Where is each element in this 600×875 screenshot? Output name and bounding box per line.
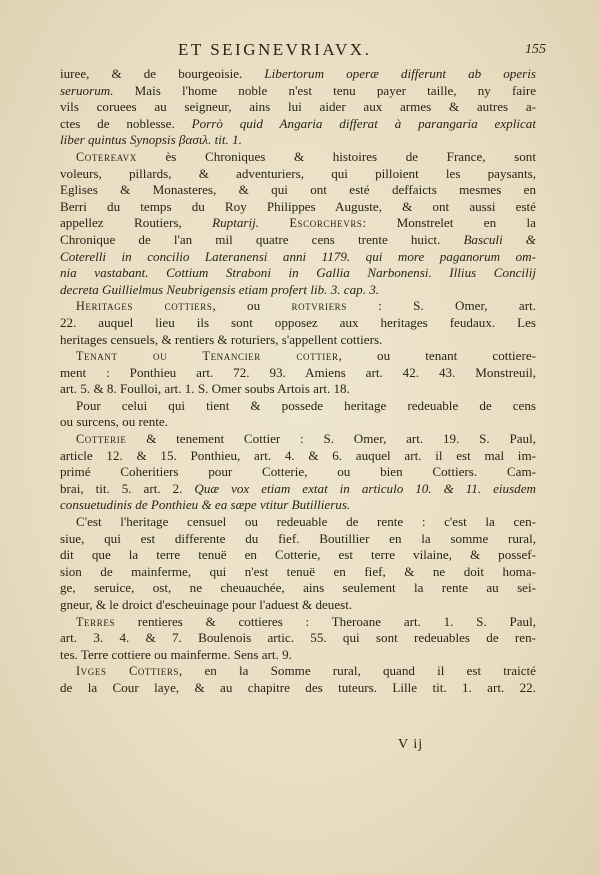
text-run: ou surcens, ou rente. <box>60 414 168 430</box>
text-run: art. 3. 4. & 7. Boulenois artic. 55. qui sont redeuables de ren- <box>60 630 536 646</box>
entry-term: rotvriers <box>291 299 347 314</box>
text-line <box>60 249 536 266</box>
text-line <box>60 381 536 398</box>
latin-text: liber quintus Synopsis βασιλ. tit. 1. <box>60 132 242 148</box>
text-line <box>60 232 536 249</box>
text-line <box>60 149 536 166</box>
text-line <box>60 580 536 597</box>
text-run: : Monstrelet en la <box>362 215 536 231</box>
signature-mark: V ij <box>398 737 424 752</box>
entry-term: Tenant ou Tenancier cottier <box>76 349 339 364</box>
entry-term: Heritages cottiers <box>76 299 213 314</box>
text-line <box>60 398 536 415</box>
latin-text: Quæ vox etiam extat in articulo 10. & 11. eiusdem <box>194 480 536 496</box>
text-run: Berri du temps du Roy Philippes Auguste, & ont aussi esté <box>60 198 536 214</box>
latin-text: Basculi & <box>463 231 536 247</box>
text-line <box>60 199 536 216</box>
text-run: ctes de noblesse. <box>60 115 192 131</box>
text-run: rentieres & cottieres : Theroane art. 1. S. Paul, <box>115 613 536 629</box>
running-title: ET SEIGNEVRIAVX. <box>178 40 372 59</box>
text-line <box>60 680 536 697</box>
text-line <box>60 66 536 83</box>
text-run: , ou tenant cottiere- <box>338 348 536 364</box>
text-run: 22. auquel lieu ils sont opposez aux heritages feudaux. Les <box>60 314 536 330</box>
entry-term: Cotterie <box>76 432 127 447</box>
entry-term: Escorchevrs <box>289 216 363 231</box>
text-run: Mais l'home noble n'est tenu payer taille, ny faire <box>113 82 536 98</box>
text-line <box>60 83 536 100</box>
text-run: siue, qui est differente du fief. Boutillier en la somme rural, <box>60 530 536 546</box>
latin-text: Libertorum operæ differunt ab operis <box>264 66 536 81</box>
text-run: voleurs, pillards, & adventuriers, qui pilloient les paysants, <box>60 165 536 181</box>
text-line <box>60 514 536 531</box>
text-line <box>60 464 536 481</box>
latin-text: consuetudinis de Ponthieu & ea sæpe vtitur Butillierus. <box>60 497 351 513</box>
text-line <box>60 597 536 614</box>
text-line <box>60 481 536 498</box>
entry-term: Ivges Cottiers <box>76 664 180 679</box>
text-run: heritages censuels, & rentiers & roturiers, s'appellent cottiers. <box>60 331 383 347</box>
latin-text: Ruptarij. <box>212 215 260 231</box>
text-run: Chronique de l'an mil quatre cens trente huict. <box>60 231 464 247</box>
text-run: primé Coheritiers pour Cotterie, ou bien Cottiers. Cam- <box>60 464 536 480</box>
text-run: iuree, & de bourgeoisie. <box>60 66 265 81</box>
text-run: C'est l'heritage censuel ou redeuable de rente : c'est la cen- <box>76 514 536 530</box>
text-line <box>60 663 536 680</box>
text-run: vils coruees au seigneur, ains lui aider aux armes & autres a- <box>60 99 536 115</box>
text-run: ge, seruice, ost, ne cheuauchée, ains seulement la rente au sei- <box>60 580 536 596</box>
entry-term: Terres <box>76 614 116 629</box>
text-line <box>60 414 536 431</box>
text-line <box>60 298 536 315</box>
page-number: 155 <box>525 42 546 57</box>
latin-text: seruorum. <box>60 82 114 98</box>
text-line <box>60 497 536 514</box>
text-run: de la Cour laye, & au chapitre des tuteurs. Lille tit. 1. art. 22. <box>60 679 536 695</box>
text-run: & tenement Cottier : S. Omer, art. 19. S. Paul, <box>126 431 536 447</box>
text-run: : S. Omer, art. <box>346 298 536 314</box>
text-run: Eglises & Monasteres, & qui ont esté deffaicts mesmes en <box>60 182 536 198</box>
text-line <box>60 265 536 282</box>
text-run: brai, tit. 5. art. 2. <box>60 480 195 496</box>
text-line <box>60 282 536 299</box>
latin-text: nia vastabant. Cottium Straboni in Gallia Narbonensi. Illius Concilij <box>60 265 536 281</box>
text-line <box>60 630 536 647</box>
text-line <box>60 365 536 382</box>
text-line <box>60 431 536 448</box>
text-run: sion de mainferme, qui n'est tenuë en fief, & ne doit homa- <box>60 563 536 579</box>
latin-text: Porrò quid Angaria differat à parangaria explicat <box>191 115 536 131</box>
text-line <box>60 348 536 365</box>
text-run: art. 5. & 8. Foulloi, art. 1. S. Omer soubs Artois art. 18. <box>60 381 350 397</box>
text-run: ment : Ponthieu art. 72. 93. Amiens art. 42. 43. Monstreuil, <box>60 364 536 380</box>
text-line <box>60 132 536 149</box>
body-text <box>60 66 536 697</box>
text-line <box>60 116 536 133</box>
text-line <box>60 215 536 232</box>
text-run <box>259 215 289 230</box>
text-line <box>60 647 536 664</box>
text-line <box>60 564 536 581</box>
text-line <box>60 99 536 116</box>
text-line <box>60 166 536 183</box>
text-line <box>60 182 536 199</box>
text-line <box>60 332 536 349</box>
text-line <box>60 614 536 631</box>
text-run: tes. Terre cottiere ou mainferme. Sens art. 9. <box>60 646 292 662</box>
text-run: , ou <box>212 298 292 314</box>
latin-text: Coterelli in concilio Lateranensi anni 1179. qui more paganorum om- <box>60 248 536 264</box>
text-run: , en la Somme rural, quand il est traicté <box>179 663 536 679</box>
text-line <box>60 531 536 548</box>
text-run: gneur, & le droict d'escheuinage pour l'aduest & deuest. <box>60 597 353 612</box>
latin-text: decreta Guillielmus Neubrigensis etiam profert lib. 3. cap. 3. <box>60 281 380 297</box>
text-run: Pour celui qui tient & possede heritage redeuable de cens <box>76 397 536 413</box>
page-header <box>60 40 550 68</box>
text-run: ès Chroniques & histoires de France, sont <box>136 148 536 164</box>
text-run: article 12. & 15. Ponthieu, art. 4. & 6. auquel art. il est mal im- <box>60 447 536 463</box>
entry-term: Cotereavx <box>76 149 137 164</box>
text-line <box>60 547 536 564</box>
text-run: dit que la terre tenuë en Cotterie, est terre vilaine, & possef- <box>60 547 536 563</box>
text-line <box>60 448 536 465</box>
text-run: appellez Routiers, <box>60 215 213 231</box>
text-line <box>60 315 536 332</box>
